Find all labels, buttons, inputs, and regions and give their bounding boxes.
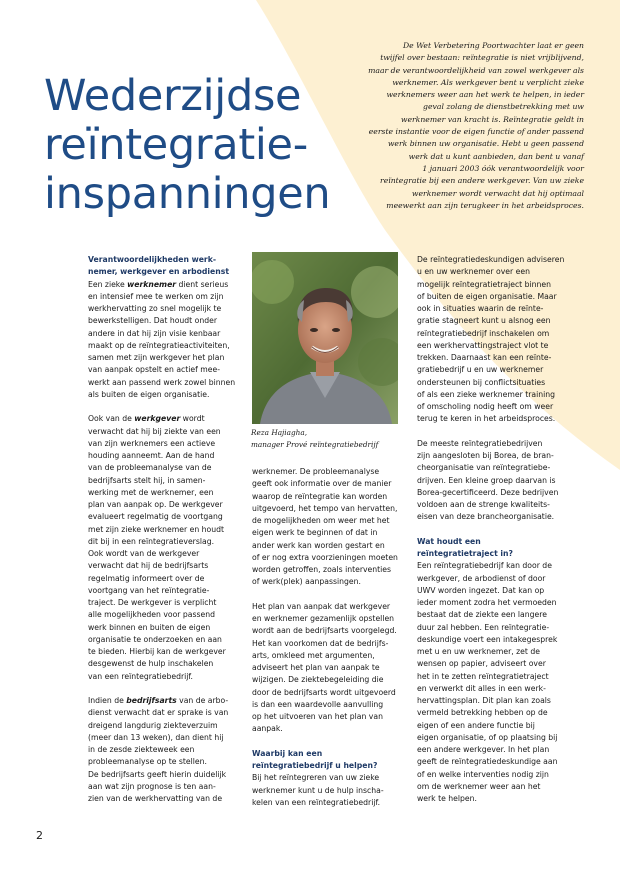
portrait-photo xyxy=(252,252,398,424)
text-line: probleemanalyse op te stellen. xyxy=(88,757,207,767)
heading-line: nemer, werkgever en arbodienst xyxy=(88,267,229,277)
text-line: wensen op papier, adviseert over xyxy=(417,659,546,669)
text-line: eigen organisatie, of op plaatsing bij xyxy=(417,732,558,742)
text-line: terug te keren in het arbeidsproces. xyxy=(417,414,556,424)
text-line: regelmatig informeert over de xyxy=(88,573,205,583)
text-run: Een zieke xyxy=(88,279,128,289)
text-line: in de zesde ziekteweek een xyxy=(88,745,195,754)
text-line: de mogelijkheden om weer met het xyxy=(252,516,390,525)
intro-line: werknemers weer aan het werk te helpen, in ieder xyxy=(386,90,584,100)
text-line: ieder moment zodra het vermoeden xyxy=(417,598,557,607)
text-line: eisen van deze brancheorganisatie. xyxy=(417,512,555,522)
paragraph-deskundigen xyxy=(417,254,587,426)
text-line: Borea-gecertificeerd. Deze bedrijven xyxy=(417,487,559,497)
text-line: werk binnen en buiten de eigen xyxy=(88,622,211,632)
text-run: Indien de xyxy=(88,696,127,705)
text-line: om de werknemer weer aan het xyxy=(417,781,541,791)
text-line: wordt aan de bedrijfsarts voorgelegd. xyxy=(252,626,397,636)
text-line: uitgevoerd, het tempo van hervatten, xyxy=(252,503,398,513)
text-line: werkgever, de arbodienst of door xyxy=(417,573,546,583)
paragraph-probleemanalyse xyxy=(252,466,402,589)
text-line: maakt op de reïntegratieactiviteiten, xyxy=(88,340,230,350)
text-line: zijn aangesloten bij Borea, de bran- xyxy=(417,451,554,460)
text-line: ook in situaties waarin de reïnte- xyxy=(417,304,544,313)
text-line: drijven. Een kleine groep daarvan is xyxy=(417,475,556,485)
text-line: bewerkstelligen. Dat houdt onder xyxy=(88,316,217,326)
text-line: door de bedrijfsarts wordt uitgevoerd xyxy=(252,687,396,697)
text-line: aan wat zijn prognose is ten aan- xyxy=(88,781,216,791)
paragraph-bedrijfsarts xyxy=(88,695,246,805)
text-line: verwacht dat hij bij ziekte van een xyxy=(88,426,221,436)
text-line: met zijn zieke werknemer en houdt xyxy=(88,524,224,534)
paragraph-werknemer xyxy=(88,279,246,402)
text-line: houding aanneemt. Aan de hand xyxy=(88,451,215,460)
text-line: een werkhervattingstraject vlot te xyxy=(417,340,549,350)
text-line: deskundige voert een intakegesprek xyxy=(417,634,558,644)
page-title xyxy=(44,72,330,219)
intro-paragraph xyxy=(340,40,584,212)
heading-line: Waarbij kan een xyxy=(252,748,323,758)
text-line: eigen werk te beginnen of dat in xyxy=(252,528,378,538)
text-line: van een reïntegratiebedrijf. xyxy=(88,671,193,681)
text-line: plan van aanpak op. De werkgever xyxy=(88,500,223,509)
text-line: organisatie te onderzoeken en aan xyxy=(88,634,222,644)
intro-line: reïntegratie bij een andere werkgever. Van uw zieke xyxy=(380,176,584,186)
text-line: ondersteunen bij conflictsituaties xyxy=(417,377,546,387)
text-line: op het uitvoeren van het plan van xyxy=(252,712,383,721)
page-number: 2 xyxy=(36,829,43,842)
text-line: (meer dan 13 weken), dan dient hij xyxy=(88,732,224,742)
text-line: werk te helpen. xyxy=(417,794,477,803)
text-line: verwacht dat hij de bedrijfsarts xyxy=(88,561,209,571)
paragraph-reintegratiebedrijf xyxy=(252,772,402,809)
text-run: wordt xyxy=(180,414,205,424)
text-line: Ook wordt van de werkgever xyxy=(88,549,200,558)
text-line: of en welke interventies nodig zijn xyxy=(417,769,549,779)
intro-line: twijfel over bestaan: reïntegratie is niet vrijblijvend, xyxy=(380,53,584,63)
title-line: Wederzijdse xyxy=(44,71,302,121)
text-line: vermeld betrekking hebben op de xyxy=(417,708,548,718)
text-line: het in te zetten reïntegratietraject xyxy=(417,671,549,681)
text-line: geeft de reïntegratiedeskundige aan xyxy=(417,757,558,767)
text-line: traject. De werkgever is verplicht xyxy=(88,598,217,607)
text-line: zien van de werkhervatting van de xyxy=(88,794,223,803)
text-line: worden getroffen, zoals interventies xyxy=(252,565,392,574)
text-line: werknemer. De probleemanalyse xyxy=(252,467,380,476)
text-line: en werknemer gezamenlijk opstellen xyxy=(252,614,395,623)
text-line: trekken. Daarnaast kan een reïnte- xyxy=(417,353,552,362)
intro-line: eerste instantie voor de eigen functie of ander passend xyxy=(368,127,584,137)
column-2 xyxy=(252,466,402,809)
text-line: voortgang van het reïntegratie- xyxy=(88,585,210,595)
text-line: dit bij in een reïntegratieverslag. xyxy=(88,536,215,546)
text-line: te bieden. Hierbij kan de werkgever xyxy=(88,647,226,656)
intro-line: 1 januari 2003 óók verantwoordelijk voor xyxy=(422,163,584,173)
text-line: van zijn werknemers een actieve xyxy=(88,438,216,448)
text-line: eigen of een andere functie bij xyxy=(417,720,535,730)
text-line: is dan een waardevolle aanvulling xyxy=(252,699,384,709)
text-line: een andere werkgever. In het plan xyxy=(417,745,550,754)
text-line: Het plan van aanpak dat werkgever xyxy=(252,601,391,611)
text-line: aanpak. xyxy=(252,724,283,734)
text-line: De meeste reïntegratiebedrijven xyxy=(417,438,543,448)
paragraph-traject xyxy=(417,560,587,805)
heading-line: Wat houdt een xyxy=(417,536,481,546)
section-heading xyxy=(417,536,587,561)
text-line: duur zal hebben. Een reïntegratie- xyxy=(417,622,550,632)
emphasis-text: werkgever xyxy=(134,414,181,424)
text-line: u en uw werknemer over een xyxy=(417,267,530,277)
text-run: dient serieus xyxy=(176,279,229,289)
caption-line: Reza Hajiagha, xyxy=(251,428,308,437)
text-line: hervattingsplan. Dit plan kan zoals xyxy=(417,696,551,705)
intro-line: werknemer wordt verwacht dat hij optimaal xyxy=(411,188,584,198)
text-line: bestaat dat de ziekte een langere xyxy=(417,610,547,620)
heading-line: Verantwoordelijkheden werk- xyxy=(88,255,217,264)
text-line: als buiten de eigen organisatie. xyxy=(88,389,210,399)
paragraph-werkgever xyxy=(88,413,246,683)
title-line: reïntegratie- xyxy=(44,120,308,170)
text-line: werking met de werknemer, een xyxy=(88,487,214,497)
paragraph-borea xyxy=(417,438,587,524)
title-line: inspanningen xyxy=(44,169,331,219)
text-line: werknemer kunt u de hulp inscha- xyxy=(252,785,384,795)
text-line: De reïntegratiedeskundigen adviseren xyxy=(417,255,565,264)
text-line: bedrijfsarts stelt hij, in samen- xyxy=(88,475,206,485)
intro-line: werk dat u kunt aanbieden, dan bent u vanaf xyxy=(408,151,584,161)
intro-line: maar de verantwoordelijkheid van zowel werkgever als xyxy=(368,65,584,75)
text-line: of buiten de eigen organisatie. Maar xyxy=(417,291,557,301)
text-line: desgewenst de hulp inschakelen xyxy=(88,659,214,669)
intro-line: meewerkt aan zijn terugkeer in het arbeidsproces. xyxy=(386,200,584,210)
text-line: dreigend langdurig ziekteverzuim xyxy=(88,720,218,730)
text-line: wijzigen. De ziektebegeleiding die xyxy=(252,675,384,685)
text-line: kelen van een reïntegratiebedrijf. xyxy=(252,797,381,807)
text-line: Een reïntegratiebedrijf kan door de xyxy=(417,561,552,571)
text-line: mogelijk reïntegratietraject binnen xyxy=(417,279,552,289)
text-line: Bij het reïntegreren van uw zieke xyxy=(252,773,380,783)
text-run: van de arbo- xyxy=(176,696,229,705)
text-line: ander werk kan worden gestart en xyxy=(252,540,385,550)
text-line: of werk(plek) aanpassingen. xyxy=(252,577,361,587)
text-line: gratiebedrijf u en uw werknemer xyxy=(417,365,544,375)
intro-line: De Wet Verbetering Poortwachter laat er geen xyxy=(403,41,584,50)
text-line: arts, omkleed met argumenten, xyxy=(252,650,375,660)
section-heading xyxy=(88,254,246,279)
text-line: of er nog extra voorzieningen moeten xyxy=(252,552,398,562)
text-line: of als een zieke werknemer training xyxy=(417,389,556,399)
section-heading xyxy=(252,748,402,773)
heading-line: reïntegratiebedrijf u helpen? xyxy=(252,761,378,770)
text-line: van de probleemanalyse van de xyxy=(88,463,212,473)
text-line: of omscholing nodig heeft om weer xyxy=(417,402,554,411)
text-line: UWV worden ingezet. Dat kan op xyxy=(417,585,545,595)
text-run: Ook van de xyxy=(88,414,135,424)
text-line: evalueert regelmatig de voortgang xyxy=(88,512,223,522)
text-line: waarop de reïntegratie kan worden xyxy=(252,491,388,501)
intro-line: geval zolang de dienstbetrekking met uw xyxy=(423,102,584,112)
emphasis-text: werknemer xyxy=(127,279,177,289)
text-line: en intensief mee te werken om zijn xyxy=(88,291,224,301)
text-line: Het kan voorkomen dat de bedrijfs- xyxy=(252,638,389,648)
text-line: andere in dat hij zijn visie kenbaar xyxy=(88,328,221,338)
text-line: van aanpak opstelt en actief mee- xyxy=(88,365,221,375)
text-line: werkhervatting zo snel mogelijk te xyxy=(88,304,222,313)
text-line: samen met zijn werkgever het plan xyxy=(88,353,225,362)
emphasis-text: bedrijfsarts xyxy=(126,696,177,705)
intro-line: werknemer van kracht is. Reïntegratie geldt in xyxy=(400,114,584,124)
heading-line: reïntegratietraject in? xyxy=(417,549,513,558)
text-line: dienst verwacht dat er sprake is van xyxy=(88,708,229,718)
text-line: De bedrijfsarts geeft hierin duidelijk xyxy=(88,769,227,779)
text-line: alle mogelijkheden voor passend xyxy=(88,610,215,620)
text-line: werkt aan passend werk zowel binnen xyxy=(88,377,236,387)
intro-line: werk binnen uw organisatie. Hebt u geen passend xyxy=(387,139,584,149)
photo-caption xyxy=(251,427,378,450)
text-line: adviseert het plan van aanpak te xyxy=(252,663,380,672)
text-line: voldoen aan de strenge kwaliteits- xyxy=(417,500,550,509)
text-line: gratie stagneert kunt u alsnog een xyxy=(417,316,551,326)
text-line: reïntegratiebedrijf inschakelen om xyxy=(417,328,550,338)
text-line: geeft ook informatie over de manier xyxy=(252,479,392,489)
intro-line: werknemer. Als werkgever bent u verplicht zieke xyxy=(392,77,584,87)
column-3 xyxy=(417,254,587,805)
caption-line: manager Prové reïntegratiebedrijf xyxy=(251,439,379,449)
text-line: cheorganisatie van reïntegratiebe- xyxy=(417,463,551,473)
text-line: met u en uw werknemer, zet de xyxy=(417,647,540,656)
text-line: en verwerkt dit alles in een werk- xyxy=(417,683,546,693)
column-1 xyxy=(88,254,246,805)
paragraph-plan-van-aanpak xyxy=(252,601,402,736)
